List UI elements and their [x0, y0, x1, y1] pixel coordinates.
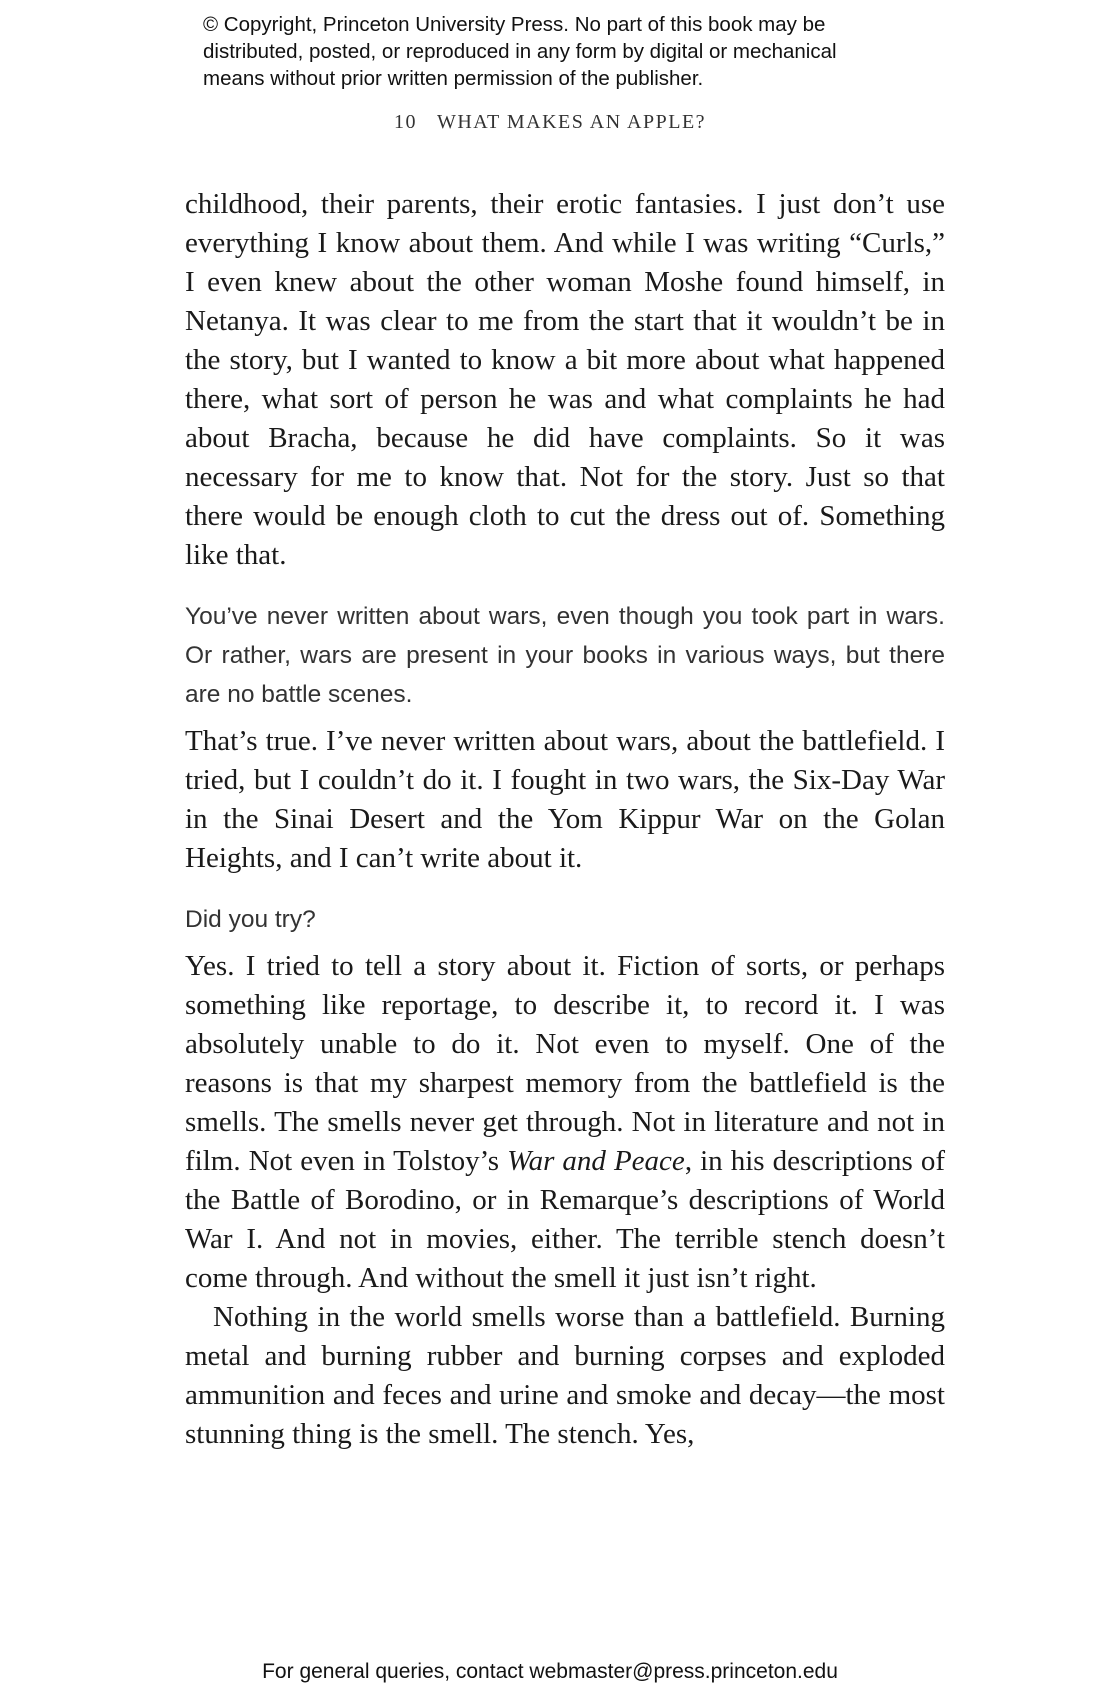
answer-text: Yes. I tried to tell a story about it. Fiction of sorts, or perhaps something like reportage, to describe it, to record it. I was absolutely unable to do it. Not even to myself. One of the reasons is that my sharpest memory from the battlefield is the smells. The smells never get through. Not in literature and not in film. Not even in Tolstoy’s [185, 950, 945, 1177]
running-title: WHAT MAKES AN APPLE? [436, 111, 707, 133]
copyright-line: © Copyright, Princeton University Press. No part of this book may be [203, 13, 826, 36]
answer-paragraph: Nothing in the world smells worse than a battlefield. Burning metal and burning rubber and burning corpses and exploded ammunition and feces and urine and smoke and decay—the most stunning thing is the smell. The stench. Yes, [185, 1301, 945, 1450]
page-number: 10 [393, 111, 417, 133]
running-head [0, 111, 1100, 134]
footer-contact: For general queries, contact webmaster@press.princeton.edu [262, 1660, 838, 1683]
copyright-line: means without prior written permission of the publisher. [203, 67, 704, 90]
answer-paragraph [185, 947, 945, 1298]
answer-text: , in his descriptions of the Battle of Borodino, or in Remarque’s descriptions of World War I. And not in movies, either. The terrible stench doesn’t come through. And without the smell it just isn’t right. [185, 1145, 945, 1294]
answer-paragraph: childhood, their parents, their erotic fantasies. I just don’t use everything I know about them. And while I was writing “Curls,” I even knew about the other woman Moshe found himself, in Netanya. It was clear to me from the start that it wouldn’t be in the story, but I wanted to know a bit more about what happened there, what sort of person he was and what complaints he had about Bracha, because he did have complaints. So it was necessary for me to know that. Not for the story. Just so that there would be enough cloth to cut the dress out of. Something like that. [185, 188, 945, 571]
copyright-notice [203, 11, 923, 92]
answer-paragraph: That’s true. I’ve never written about wars, about the battlefield. I tried, but I couldn’t do it. I fought in two wars, the Six-Day War in the Sinai Desert and the Yom Kippur War on the Golan Heights, and I can’t write about it. [185, 725, 945, 874]
interview-question: You’ve never written about wars, even though you took part in wars. Or rather, wars are present in your books in various ways, but there are no battle scenes. [185, 603, 945, 708]
interview-question: Did you try? [185, 906, 316, 933]
book-title: War and Peace [507, 1145, 685, 1177]
copyright-line: distributed, posted, or reproduced in any form by digital or mechanical [203, 40, 837, 63]
page-body [185, 185, 945, 1454]
